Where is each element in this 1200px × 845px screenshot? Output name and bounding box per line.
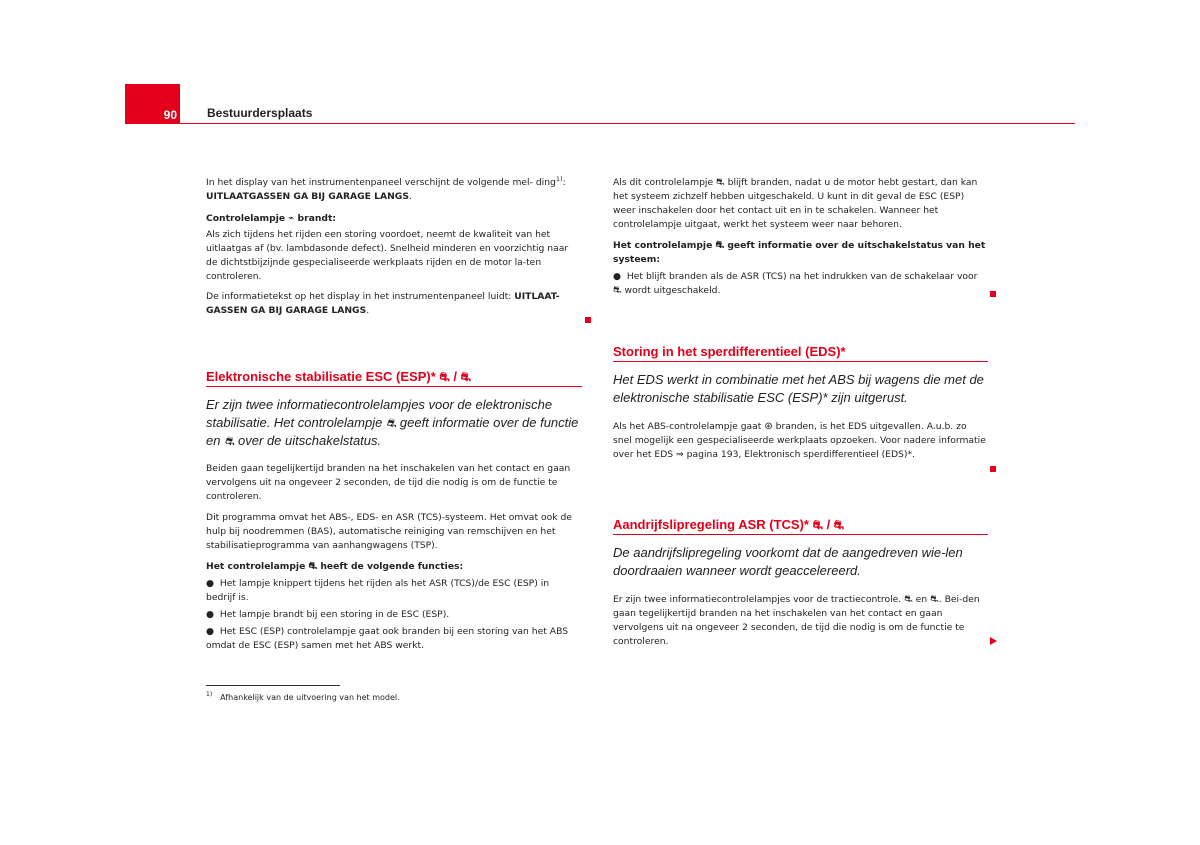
- left-paragraph-3: De informatietekst op het display in het instrumentenpaneel luidt: UITLAAT-GASSEN GA BIJ GARAGE LANGS.: [206, 291, 560, 316]
- right-paragraph-1: Als dit controlelampje ⛐ blijft branden, nadat u de motor hebt gestart, dan kan het systeem zichzelf hebben uitgeschakeld. U kunt in dit geval de ESC (ESP) weer inschakelen door het contact uit en in te schakelen. Wanneer het controlelampje uitgaat, werkt het systeem weer naar behoren.: [613, 177, 978, 230]
- engine-warning-icon: ⌁: [288, 213, 295, 224]
- continue-arrow-icon: [990, 637, 997, 645]
- esc-icon: ⛐: [904, 594, 913, 605]
- esc-lead: Er zijn twee informatiecontrolelampjes voor de elektronische stabilisatie. Het controlelampje ⛐ geeft informatie over de functie en ⛐ over de uitschakelstatus.: [206, 397, 579, 448]
- esc-off-icon: ⛐: [930, 594, 939, 605]
- footnote: $^{1)}$ Afhankelijk van de uitvoering van het model.: [206, 691, 400, 702]
- esc-icon: ⛐: [439, 370, 450, 384]
- esc-icon: ⛐: [308, 561, 318, 572]
- asr-lead: De aandrijfslipregeling voorkomt dat de aangedreven wie-len doordraaien wanneer wordt geaccelereerd.: [613, 545, 963, 578]
- list-item: ● Het ESC (ESP) controlelampje gaat ook branden bij een storing van het ABS omdat de ESC (ESP) samen met het ABS werkt.: [206, 626, 569, 651]
- list-item: ● Het blijft branden als de ASR (TCS) na het indrukken van de schakelaar voor ⛐ wordt uitgeschakeld.: [613, 271, 978, 296]
- header-rule: [180, 123, 1075, 124]
- esc-off-icon: ⛐: [613, 285, 622, 296]
- left-column: [206, 176, 578, 318]
- section-end-mark: [990, 466, 996, 472]
- right-subheading: Het controlelampje ⛐ geeft informatie over de uitschakelstatus van het systeem:: [613, 240, 986, 265]
- asr-heading-rule: [613, 534, 988, 535]
- section-end-mark: [990, 291, 996, 297]
- right-column: [613, 176, 988, 298]
- esc-off-icon: ⛐: [833, 518, 845, 532]
- esc-paragraph-1: Beiden gaan tegelijkertijd branden na het inschakelen van het contact en gaan vervolgens uit na ongeveer 2 seconden, de tijd die nodig is om de functie te controleren.: [206, 463, 571, 502]
- esc-icon: ⛐: [716, 177, 725, 188]
- page-title: Bestuurdersplaats: [207, 106, 313, 120]
- list-item: ● Het lampje knippert tijdens het rijden als het ASR (TCS)/de ESC (ESP) in bedrijf is.: [206, 578, 550, 603]
- abs-icon: ⊛: [764, 421, 773, 432]
- asr-heading: Aandrijfslipregeling ASR (TCS)* ⛐ / ⛐: [613, 517, 845, 532]
- subheading-engine-lamp: Controlelampje ⌁ brandt:: [206, 213, 337, 224]
- list-item: ● Het lampje brandt bij een storing in de ESC (ESP).: [206, 609, 450, 620]
- esc-off-icon: ⛐: [715, 240, 725, 251]
- esc-paragraph-2: Dit programma omvat het ABS-, EDS- en ASR (TCS)-systeem. Het omvat ook de hulp bij noodremmen (BAS), automatische reiniging van remschijven en het stabilisatieprogramma van aanhangwagens (TSP).: [206, 512, 572, 551]
- eds-paragraph: Als het ABS-controlelampje gaat ⊛ branden, is het EDS uitgevallen. A.u.b. zo snel mogelijk een gespecialiseerde werkplaats opzoeken. Voor nadere informatie over het EDS ⇒ pagina 193, Elektronisch sperdifferentieel (EDS)*.: [613, 421, 986, 460]
- page-number: 90: [125, 84, 180, 124]
- esc-icon: ⛐: [385, 416, 397, 430]
- eds-lead: Het EDS werkt in combinatie met het ABS bij wagens die met de elektronische stabilisatie ESC (ESP)* zijn uitgerust.: [613, 372, 984, 405]
- esc-subheading: Het controlelampje ⛐ heeft de volgende functies:: [206, 561, 464, 572]
- esc-icon: ⛐: [812, 518, 823, 532]
- footnote-ref: 1): [555, 174, 563, 183]
- footnote-rule: [206, 685, 340, 686]
- asr-body: [613, 593, 988, 649]
- left-paragraph-2: Als zich tijdens het rijden een storing voordoet, neemt de kwaliteit van het uitlaatgas af (bv. lambdasonde defect). Snelheid minderen en voorzichtig naar de dichtstbijzijnde gespecialiseerde werkplaats rijden en de motor la-ten controleren.: [206, 229, 569, 282]
- section-end-mark: [585, 317, 591, 323]
- eds-heading: Storing in het sperdifferentieel (EDS)*: [613, 344, 846, 359]
- left-paragraph-1: In het display van het instrumentenpaneel verschijnt de volgende mel- ding$^{1)}$: UITLAATGASSEN GA BIJ GARAGE LANGS.: [206, 174, 566, 202]
- asr-paragraph: Er zijn twee informatiecontrolelampjes voor de tractiecontrole. ⛐ en ⛐. Bei-den gaan tegelijkertijd branden na het inschakelen van het contact en gaan vervolgens uit na ongeveer 2 seconden, de tijd die nodig is om de functie te controleren.: [613, 594, 980, 647]
- esc-body: [206, 462, 578, 653]
- esc-off-icon: ⛐: [460, 370, 471, 384]
- eds-heading-rule: [613, 361, 988, 362]
- eds-body: [613, 420, 988, 462]
- esc-heading: Elektronische stabilisatie ESC (ESP)* ⛐ / ⛐: [206, 369, 471, 384]
- esc-heading-rule: [206, 386, 582, 387]
- esc-off-icon: ⛐: [224, 434, 235, 448]
